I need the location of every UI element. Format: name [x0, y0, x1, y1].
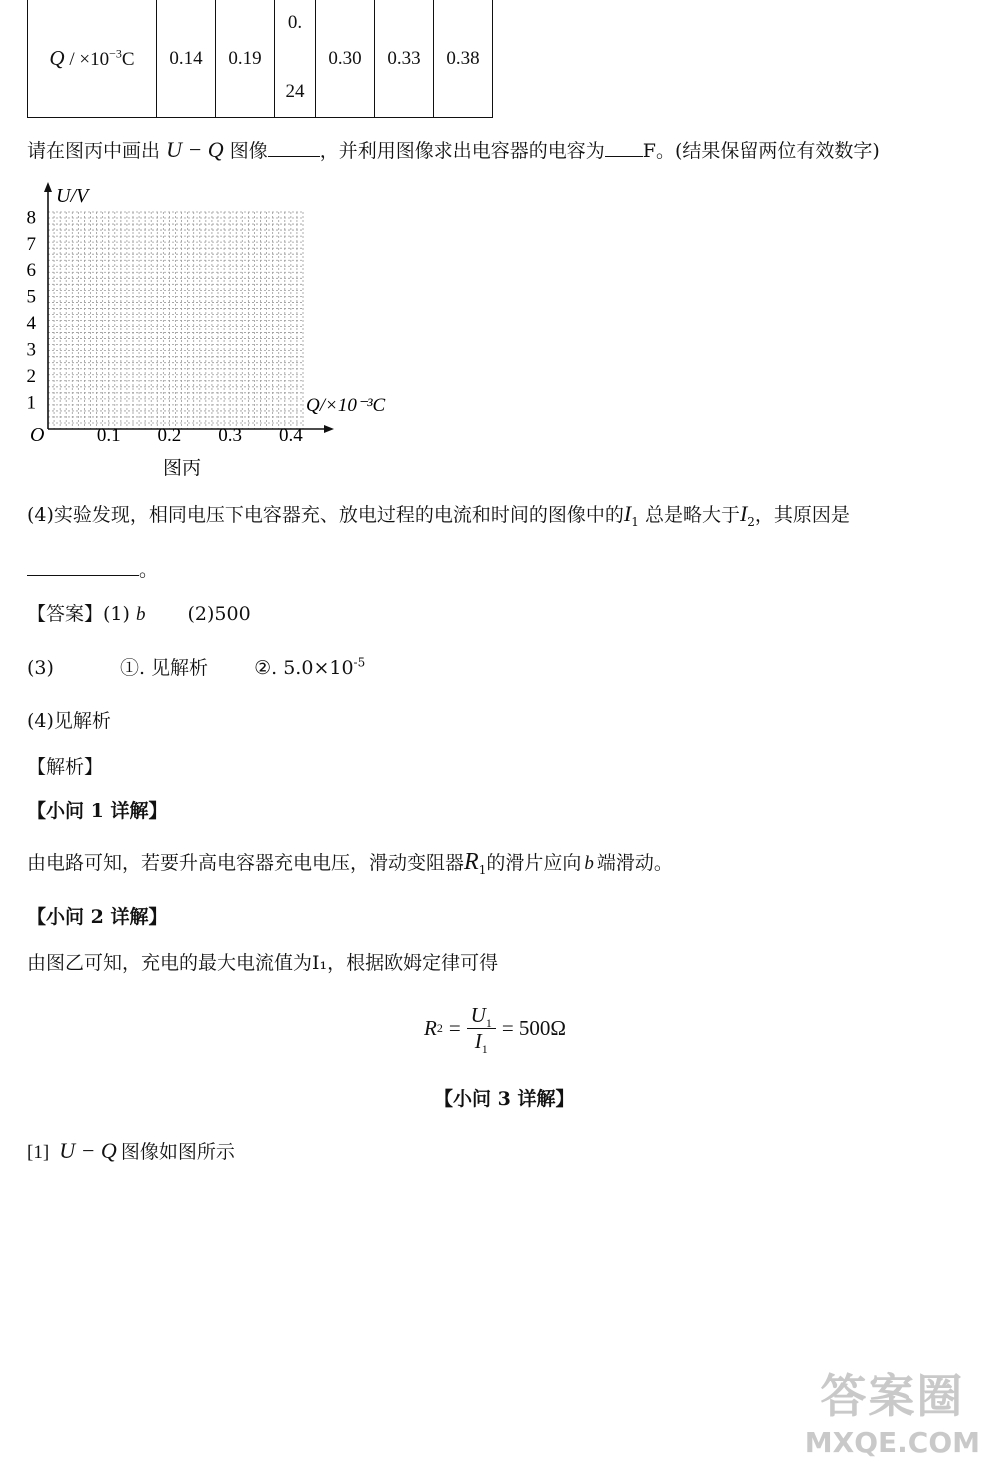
x-tick-label: 0.4	[278, 425, 303, 446]
y-tick-label: 4	[26, 313, 36, 335]
q2-title: 【小问 2 详解】	[27, 906, 168, 928]
u-q-graph	[20, 176, 410, 486]
q4-answer-line: 。	[27, 555, 158, 582]
ohm-formula: R 2 = $\frac{U_1}{I_1}$ = 500Ω	[424, 1002, 567, 1056]
x-tick-label: 0.1	[96, 425, 121, 446]
answer-blank[interactable]	[268, 136, 320, 157]
x-axis-arrow	[324, 425, 334, 433]
table-cell: 0.19	[216, 0, 275, 118]
q3-prompt: 请在图丙中画出 U − Q 图像 ，并利用图像求出电容器的电容为 F。(结果保留两位有效数字)	[27, 137, 880, 162]
y-tick-label: 1	[26, 392, 36, 414]
y-tick-label: 8	[26, 207, 36, 229]
answer-blank[interactable]	[27, 555, 139, 576]
analysis-label: 【解析】	[27, 756, 104, 778]
y-axis-label: U/V	[56, 185, 89, 207]
answer-line-2: (3) ①. 见解析 ②. $5.0\times 10^{-5}$	[27, 655, 366, 679]
y-tick-label: 3	[26, 339, 36, 361]
q4-prompt: (4)实验发现，相同电压下电容器充、放电过程的电流和时间的图像中的$I_1$ 总是略大于$I_2$，其原因是	[27, 501, 850, 529]
y-axis-arrow	[44, 182, 52, 192]
y-tick-label: 6	[26, 260, 36, 282]
watermark-logo: 答案圈 MXQE.COM	[804, 1369, 980, 1459]
fraction: $\frac{U_1}{I_1}$	[467, 1003, 496, 1054]
y-tick-label: 7	[26, 233, 36, 255]
origin-label: O	[30, 424, 45, 446]
q1-text: 由电路可知，若要升高电容器充电电压，滑动变阻器$R_1$的滑片应向 b 端滑动。	[27, 849, 673, 877]
y-tick-label: 2	[26, 366, 36, 388]
table-cell: 0. 24	[275, 0, 316, 118]
graph-caption: 图丙	[162, 457, 202, 479]
answer-line-3: (4)见解析	[27, 710, 111, 732]
x-axis-label: Q/×10⁻³C	[306, 395, 386, 416]
table-cell: 0.38	[434, 0, 493, 118]
q2-text: 由图乙可知，充电的最大电流值为I₁，根据欧姆定律可得	[27, 952, 499, 974]
table-cell: 0.33	[375, 0, 434, 118]
table-row	[28, 0, 493, 118]
x-tick-label: 0.3	[218, 425, 243, 446]
q1-title: 【小问 1 详解】	[27, 800, 168, 822]
table-cell: 0.30	[316, 0, 375, 118]
y-tick-label: 5	[26, 286, 36, 308]
q3-title: 【小问 3 详解】	[434, 1088, 575, 1110]
q3-text: [1] U − Q 图像如图所示	[27, 1138, 235, 1163]
x-tick-label: 0.2	[157, 425, 182, 446]
answer-blank[interactable]	[605, 136, 643, 157]
table-cell: 0.14	[157, 0, 216, 118]
answer-line-1: 【答案】(1) b (2)500	[27, 603, 251, 625]
data-table	[27, 0, 493, 118]
table-header-q: $Q / \times 10^{-3}C$	[28, 0, 157, 118]
